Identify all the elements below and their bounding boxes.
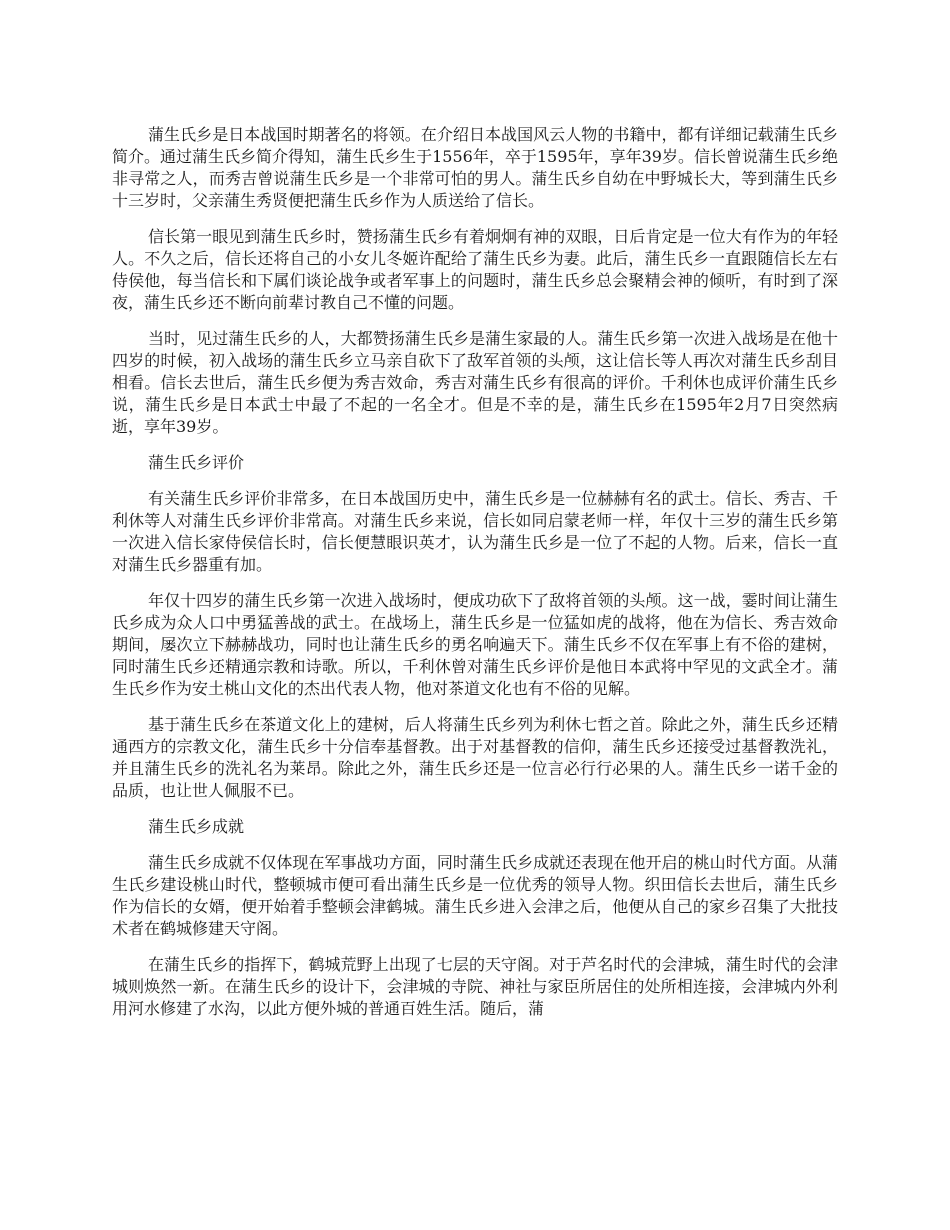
document-page — [112, 124, 838, 1034]
paragraph-evaluation: 有关蒲生氏乡评价非常多，在日本战国历史中，蒲生氏乡是一位赫赫有名的武士。信长、秀吉、千利休等人对蒲生氏乡评价非常高。对蒲生氏乡来说，信长如同启蒙老师一样，年仅十三岁的蒲生氏乡第一次进入信长家侍侯信长时，信长便慧眼识英才，认为蒲生氏乡是一位了不起的人物。后来，信长一直对蒲生氏乡器重有加。 — [112, 489, 838, 574]
section-heading-evaluation: 蒲生氏乡评价 — [148, 453, 245, 472]
section-heading-achievements: 蒲生氏乡成就 — [148, 817, 245, 836]
paragraph-nobunaga: 信长第一眼见到蒲生氏乡时，赞扬蒲生氏乡有着炯炯有神的双眼，日后肯定是一位大有作为的年轻人。不久之后，信长还将自己的小女儿冬姬许配给了蒲生氏乡为妻。此后，蒲生氏乡一直跟随信长左右侍侯他，每当信长和下属们谈论战争或者军事上的问题时，蒲生氏乡总会聚精会神的倾听，有时到了深夜，蒲生氏乡还不断向前辈讨教自己不懂的问题。 — [112, 227, 838, 312]
paragraph-warrior: 年仅十四岁的蒲生氏乡第一次进入战场时，便成功砍下了敌将首领的头颅。这一战，霎时间让蒲生氏乡成为众人口中勇猛善战的武士。在战场上，蒲生氏乡是一位猛如虎的战将，他在为信长、秀吉效命期间，屡次立下赫赫战功，同时也让蒲生氏乡的勇名响遍天下。蒲生氏乡不仅在军事上有不俗的建树，同时蒲生氏乡还精通宗教和诗歌。所以，千利休曾对蒲生氏乡评价是他日本武将中罕见的文武全才。蒲生氏乡作为安土桃山文化的杰出代表人物，他对茶道文化也有不俗的见解。 — [112, 591, 838, 698]
paragraph-achievements: 蒲生氏乡成就不仅体现在军事战功方面，同时蒲生氏乡成就还表现在他开启的桃山时代方面。从蒲生氏乡建设桃山时代，整顿城市便可看出蒲生氏乡是一位优秀的领导人物。织田信长去世后，蒲生氏乡作为信长的女婿，便开始着手整顿会津鹤城。蒲生氏乡进入会津之后，他便从自己的家乡召集了大批技术者在鹤城修建天守阁。 — [112, 853, 838, 938]
paragraph-intro: 蒲生氏乡是日本战国时期著名的将领。在介绍日本战国风云人物的书籍中，都有详细记载蒲生氏乡简介。通过蒲生氏乡简介得知，蒲生氏乡生于1556年，卒于1595年，享年39岁。信长曾说蒲生氏乡绝非寻常之人，而秀吉曾说蒲生氏乡是一个非常可怕的男人。蒲生氏乡自幼在中野城长大，等到蒲生氏乡十三岁时，父亲蒲生秀贤便把蒲生氏乡作为人质送给了信长。 — [112, 125, 838, 210]
paragraph-first-battle: 当时，见过蒲生氏乡的人，大都赞扬蒲生氏乡是蒲生家最的人。蒲生氏乡第一次进入战场是在他十四岁的时候，初入战场的蒲生氏乡立马亲自砍下了敌军首领的头颅，这让信长等人再次对蒲生氏乡刮目相看。信长去世后，蒲生氏乡便为秀吉效命，秀吉对蒲生氏乡有很高的评价。千利休也成评价蒲生氏乡说，蒲生氏乡是日本武士中最了不起的一名全才。但是不幸的是，蒲生氏乡在1595年2月7日突然病逝，享年39岁。 — [112, 329, 838, 436]
paragraph-castle: 在蒲生氏乡的指挥下，鹤城荒野上出现了七层的天守阁。对于芦名时代的会津城，蒲生时代的会津城则焕然一新。在蒲生氏乡的设计下，会津城的寺院、神社与家臣所居住的处所相连接，会津城内外利用河水修建了水沟，以此方便外城的普通百姓生活。随后，蒲 — [112, 955, 838, 1018]
paragraph-tea-religion: 基于蒲生氏乡在茶道文化上的建树，后人将蒲生氏乡列为利休七哲之首。除此之外，蒲生氏乡还精通西方的宗教文化，蒲生氏乡十分信奉基督教。出于对基督教的信仰，蒲生氏乡还接受过基督教洗礼，并且蒲生氏乡的洗礼名为莱昂。除此之外，蒲生氏乡还是一位言必行行必果的人。蒲生氏乡一诺千金的品质，也让世人佩服不已。 — [112, 715, 838, 800]
